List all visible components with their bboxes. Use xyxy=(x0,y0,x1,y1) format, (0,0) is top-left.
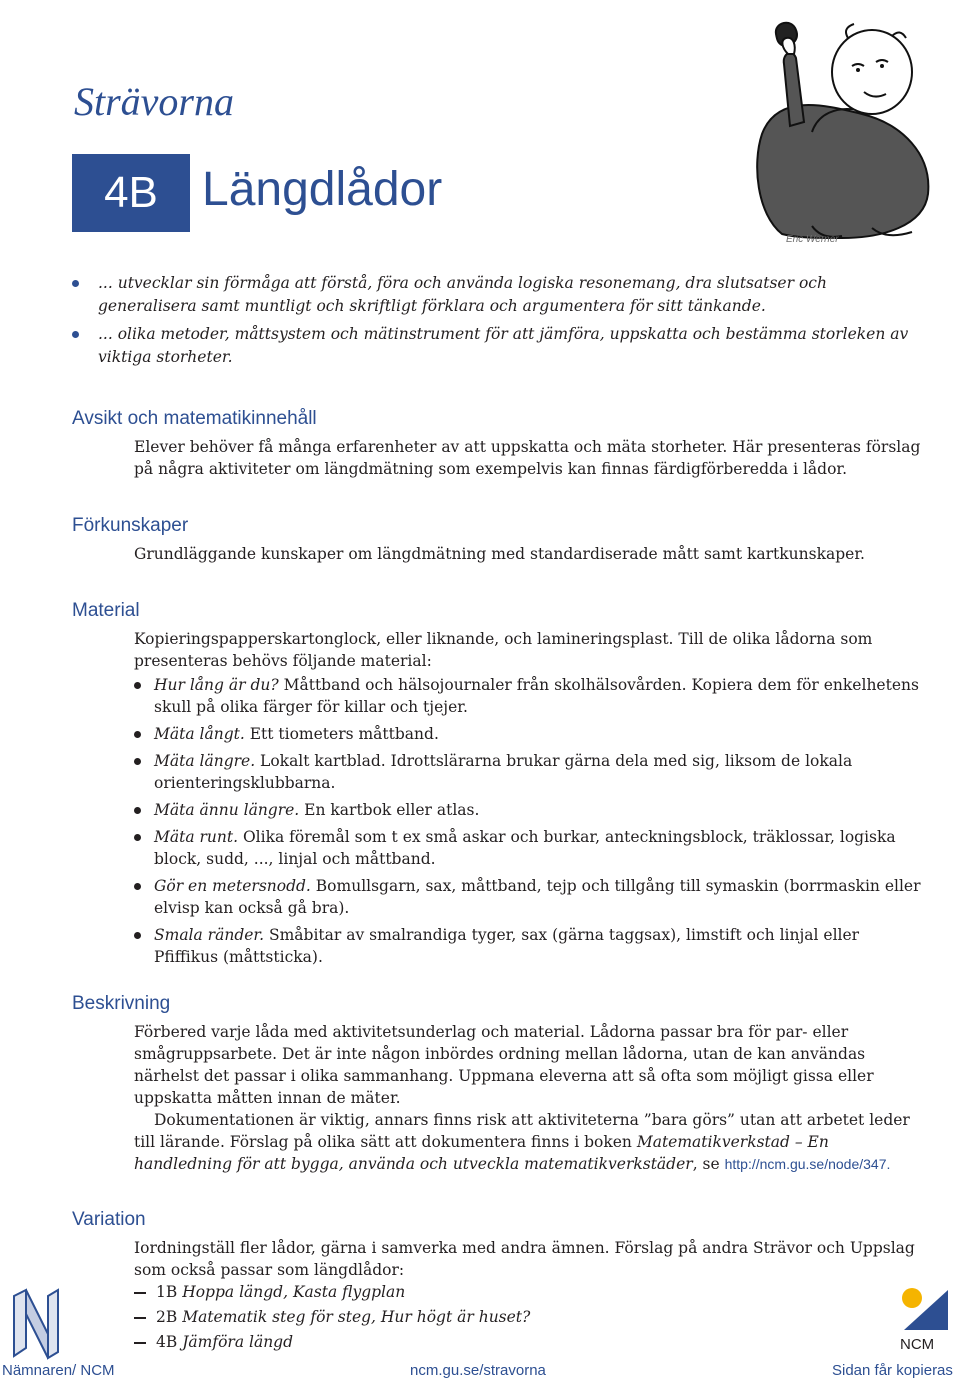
thinking-man-illustration xyxy=(752,14,938,246)
namnaren-logo-icon xyxy=(8,1286,62,1362)
section-text: Elever behöver få många erfarenheter av att uppskatta och mäta storheter. Här presenteras förslag på några aktiviteter om längdmätning som exempelvis kan finnas färdigförberedda i lådor. xyxy=(134,438,921,478)
footer-copy-notice: Sidan får kopieras xyxy=(832,1362,953,1379)
illustration-credit: Eric Werner xyxy=(786,234,839,245)
section-material xyxy=(72,598,922,973)
section-heading: Förkunskaper xyxy=(72,515,189,536)
bullet-icon xyxy=(134,834,141,841)
footer-url[interactable]: ncm.gu.se/stravorna xyxy=(410,1362,546,1379)
material-item: Mäta runt. Olika föremål som t ex små askar och burkar, anteckningsblock, träklossar, logiska block, sudd, ..., linjal och måttband. xyxy=(134,826,922,870)
dash-icon xyxy=(134,1342,146,1344)
activity-code-badge: 4B xyxy=(72,154,190,232)
beskrivning-paragraph: Förbered varje låda med aktivitetsunderlag och material. Lådorna passar bra för par- eller smågruppsarbete. Det är inte någon inbördes ordning mellan lådorna, utan de kan användas närhelst det passar i olika sammanhang. Uppmana eleverna att så ofta som möjligt gissa eller uppskatta måtten innan de mäter. xyxy=(134,1023,874,1107)
ncm-logo-text: NCM xyxy=(900,1336,935,1353)
section-heading: Variation xyxy=(72,1209,146,1230)
series-title: Strävorna xyxy=(74,79,234,124)
page-title: Längdlådor xyxy=(202,163,443,216)
section-heading: Beskrivning xyxy=(72,993,171,1014)
bullet-icon xyxy=(134,682,141,689)
beskrivning-body xyxy=(134,1021,922,1175)
book-title: Matematikverkstad – En handledning för att bygga, använda och utveckla matematikverkstäder xyxy=(134,1133,829,1173)
section-avsikt xyxy=(72,406,922,480)
material-body xyxy=(134,628,922,968)
beskrivning-paragraph: Dokumentationen är viktig, annars finns risk att aktiviteterna ”bara görs” utan att arbetet leder till lärande. Förslag på olika sätt att dokumentera finns i boken Matematikverkstad – En handledning för att bygga, använda och utveckla matematikverkstäder, se http://ncm.gu.se/node/347. xyxy=(134,1111,910,1173)
bullet-icon xyxy=(134,807,141,814)
material-item: Smala ränder. Småbitar av smalrandiga tyger, sax (gärna taggsax), limstift och linjal eller Pfiffikus (måttsticka). xyxy=(134,924,922,968)
footer-publisher: Nämnaren/ NCM xyxy=(2,1362,115,1379)
material-item: Gör en metersnodd. Bomullsgarn, sax, måttband, tejp och tillgång till symaskin (borrmaskin eller elvisp kan också gå bra). xyxy=(134,875,922,919)
bullet-icon xyxy=(72,280,79,287)
section-text: Grundläggande kunskaper om längdmätning med standardiserade mått samt kartkunskaper. xyxy=(134,545,865,563)
variation-item: 2B Matematik steg för steg, Hur högt är huset? xyxy=(134,1306,922,1328)
section-forkunskaper xyxy=(72,513,922,565)
bullet-icon xyxy=(134,932,141,939)
material-item: Mäta långt. Ett tiometers måttband. xyxy=(134,723,922,745)
material-item: Hur lång är du? Måttband och hälsojournaler från skolhälsovården. Kopiera dem för enkelhetens skull på olika färger för killar och tjejer. xyxy=(134,674,922,718)
section-heading: Avsikt och matematikinnehåll xyxy=(72,408,317,429)
material-item: Mäta ännu längre. En kartbok eller atlas. xyxy=(134,799,922,821)
bullet-icon xyxy=(134,883,141,890)
variation-item: 1B Hoppa längd, Kasta flygplan xyxy=(134,1281,922,1303)
material-intro: Kopieringspapperskartonglock, eller liknande, och lamineringsplast. Till de olika lådorna som presenteras behövs följande material: xyxy=(134,630,873,670)
bullet-icon xyxy=(134,731,141,738)
dash-icon xyxy=(134,1292,146,1294)
dash-icon xyxy=(134,1317,146,1319)
section-beskrivning xyxy=(72,991,922,1175)
section-heading: Material xyxy=(72,600,140,621)
variation-item: 4B Jämföra längd xyxy=(134,1331,922,1353)
material-item: Mäta längre. Lokalt kartblad. Idrottslärarna brukar gärna dela med sig, liksom de lokala orienteringsklubbarna. xyxy=(134,750,922,794)
variation-body xyxy=(134,1237,922,1353)
goals-list xyxy=(72,272,922,374)
bullet-icon xyxy=(72,331,79,338)
bullet-icon xyxy=(134,758,141,765)
goal-item: ... olika metoder, måttsystem och mätinstrument för att jämföra, uppskatta och bestämma storleken av viktiga storheter. xyxy=(72,323,922,369)
book-link[interactable]: http://ncm.gu.se/node/347. xyxy=(724,1156,891,1172)
goal-item: ... utvecklar sin förmåga att förstå, föra och använda logiska resonemang, dra slutsatser och generalisera samt muntligt och skriftligt förklara och argumentera för sitt tänkande. xyxy=(72,272,922,318)
variation-intro: Iordningställ fler lådor, gärna i samverka med andra ämnen. Förslag på andra Strävor och Uppslag som också passar som längdlådor: xyxy=(134,1239,915,1279)
section-variation xyxy=(72,1207,922,1356)
